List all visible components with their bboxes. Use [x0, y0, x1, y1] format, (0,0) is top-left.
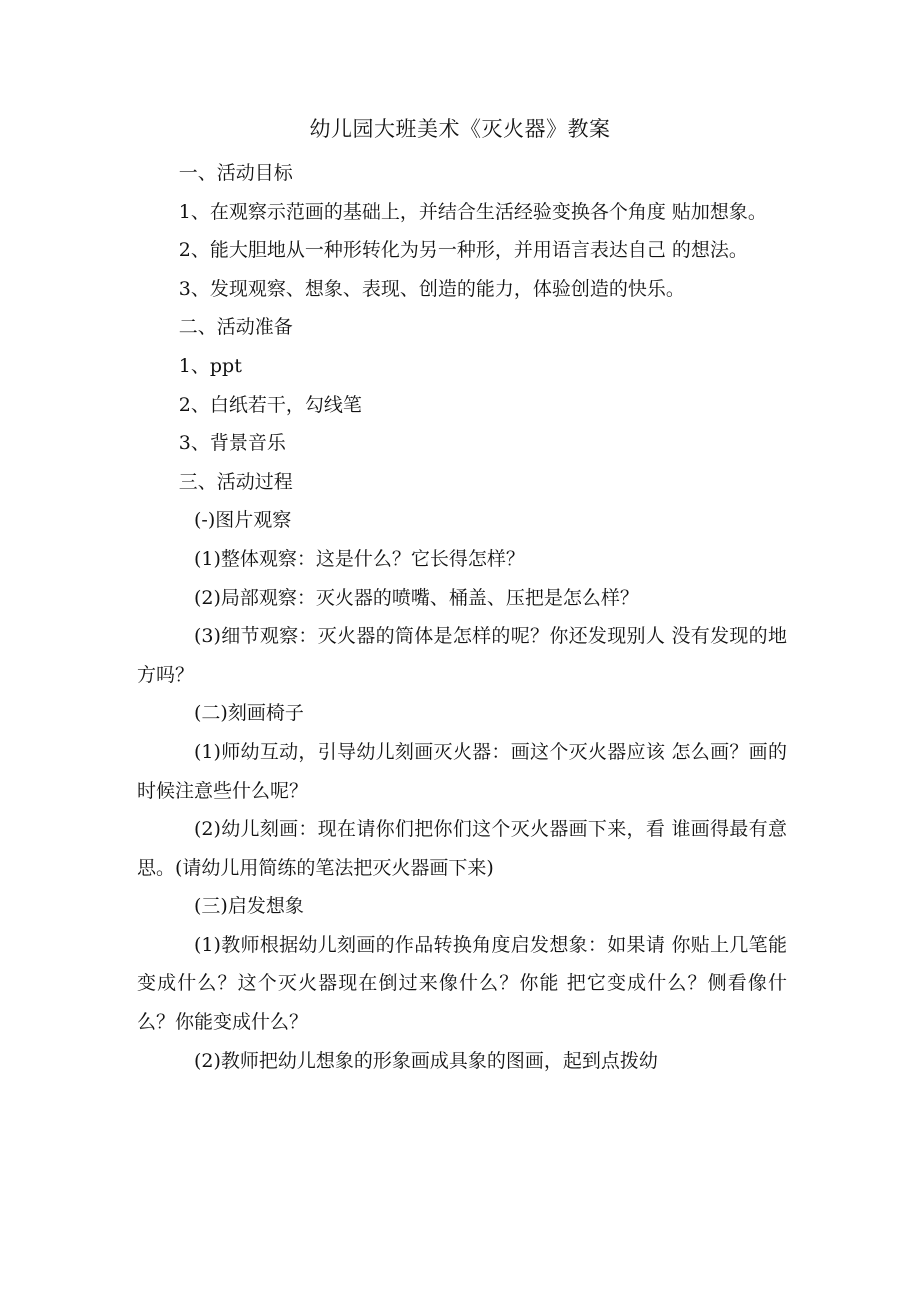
goal-item-3: 3、发现观察、想象、表现、创造的能力，体验创造的快乐。	[178, 277, 685, 300]
section-heading-preparation: 二、活动准备	[178, 316, 293, 339]
process-item-teacher-drawing: (2)教师把幼儿想象的形象画成具象的图画，起到点拨幼	[194, 1049, 658, 1072]
goal-item-2: 2、能大胆地从一种形转化为另一种形，并用语言表达自己 的想法。	[178, 239, 748, 262]
document-body	[137, 154, 787, 1080]
subsection-heading-drawing: (二)刻画椅子	[194, 702, 304, 725]
process-item-interaction: (1)师幼互动，引导幼儿刻画灭火器：画这个灭火器应该 怎么画？画的时候注意些什么呢？	[137, 740, 787, 802]
process-item-overall-observation: (1)整体观察：这是什么？它长得怎样？	[194, 547, 525, 570]
process-item-inspire-imagination: (1)教师根据幼儿刻画的作品转换角度启发想象：如果请 你贴上几笔能变成什么？这个灭火器现在倒过来像什么？你能 把它变成什么？侧看像什么？你能变成什么？	[137, 933, 787, 1034]
document-title: 幼儿园大班美术《灭火器》教案	[309, 117, 611, 141]
process-item-child-drawing: (2)幼儿刻画：现在请你们把你们这个灭火器画下来，看 谁画得最有意思。(请幼儿用简练的笔法把灭火器画下来)	[137, 818, 787, 879]
section-heading-goals: 一、活动目标	[178, 162, 293, 184]
subsection-heading-picture-observation: (-)图片观察	[194, 509, 292, 532]
preparation-item-3: 3、背景音乐	[178, 432, 286, 455]
subsection-heading-imagination: (三)启发想象	[194, 895, 304, 918]
section-heading-process: 三、活动过程	[178, 470, 293, 493]
process-item-partial-observation: (2)局部观察：灭火器的喷嘴、桶盖、压把是怎么样？	[194, 586, 639, 609]
preparation-item-2: 2、白纸若干，勾线笔	[178, 393, 362, 416]
process-item-detail-observation: (3)细节观察：灭火器的筒体是怎样的呢？你还发现别人 没有发现的地方吗？	[137, 625, 787, 686]
goal-item-1: 1、在观察示范画的基础上，并结合生活经验变换各个角度 贴加想象。	[178, 200, 767, 223]
preparation-item-1: 1、ppt	[178, 354, 242, 377]
